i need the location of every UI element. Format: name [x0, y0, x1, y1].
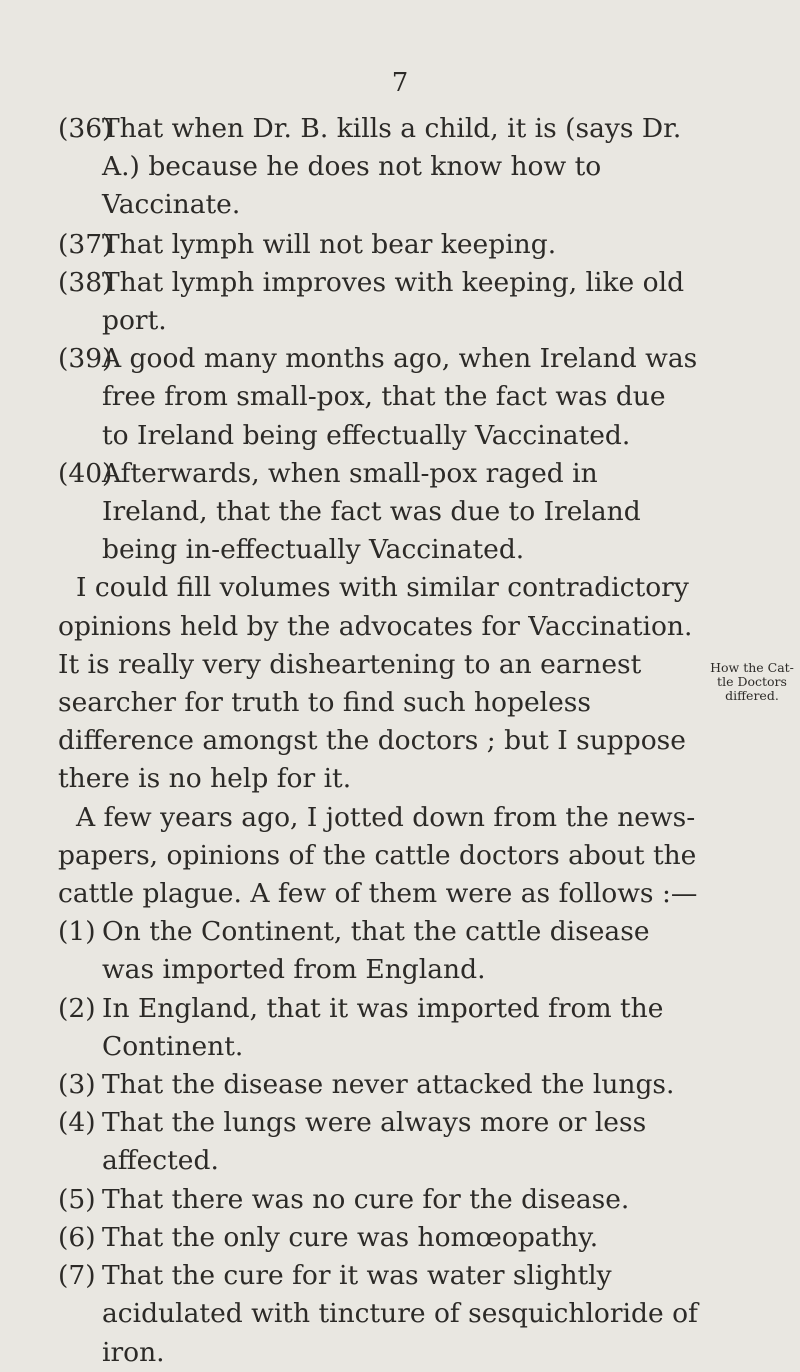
item-number: (36) — [58, 113, 113, 144]
item-text: That the only cure was homœopathy. — [102, 1221, 599, 1253]
item-text: That there was no cure for the disease. — [102, 1183, 630, 1215]
list-item — [58, 1219, 698, 1257]
margin-note — [704, 661, 800, 703]
item-number: (39) — [58, 343, 113, 375]
item-text: Afterwards, when small-pox raged in Ireland, that the fact was due to Ireland being in-effectually Vaccinated. — [102, 457, 641, 566]
item-text: That lymph improves with keeping, like old port. — [102, 266, 685, 337]
item-number: (38) — [58, 266, 113, 298]
paragraph: A few years ago, I jotted down from the news-papers, opinions of the cattle doctors about the cattle plague. A few of them were as follows :— — [58, 801, 698, 910]
item-text: A good many months ago, when Ireland was free from small-pox, that the fact was due to Ireland being effectually Vaccinated. — [102, 343, 698, 451]
item-text: In England, that it was imported from the Continent. — [102, 992, 664, 1062]
item-number: (3) — [58, 1069, 96, 1101]
list-item — [58, 264, 698, 340]
item-text: On the Continent, that the cattle disease was imported from England. — [102, 916, 650, 986]
item-number: (2) — [58, 992, 96, 1024]
margin-note-line: How the Cat- — [710, 660, 794, 675]
item-number: (5) — [58, 1183, 96, 1215]
list-item — [58, 1066, 698, 1104]
margin-note-line: tle Doctors — [717, 674, 787, 689]
list-item — [58, 340, 698, 455]
paragraph: I could fill volumes with similar contradictory opinions held by the advocates for Vaccination. It is really very disheartening to an earnest searcher for truth to find such hopeless difference amongst the doctors ; but I suppose there is no help for it. — [58, 572, 693, 795]
item-text: That the cure for it was water slightly acidulated with tincture of sesquichloride of iron. — [102, 1260, 698, 1368]
item-number: (37) — [58, 228, 113, 260]
list-item — [58, 1257, 698, 1372]
list-item — [58, 1104, 698, 1180]
list-item — [58, 455, 698, 570]
item-number: (40) — [58, 457, 113, 489]
item-text: That the disease never attacked the lungs. — [102, 1069, 675, 1101]
item-text: That lymph will not bear keeping. — [102, 228, 557, 260]
list-item — [58, 913, 698, 989]
item-text: That the lungs were always more or less affected. — [102, 1107, 647, 1177]
item-text: That when Dr. B. kills a child, it is (says Dr. A.) because he does not know how to Vaccinate. — [102, 113, 682, 221]
list-item — [58, 226, 698, 264]
body-text — [58, 110, 698, 1372]
list-item — [58, 110, 698, 225]
list-item — [58, 990, 698, 1066]
item-number: (7) — [58, 1260, 96, 1292]
item-number: (4) — [58, 1107, 96, 1139]
list-item — [58, 1181, 698, 1219]
item-number: (1) — [58, 916, 96, 948]
margin-note-line: differed. — [725, 688, 779, 703]
page-number: 7 — [391, 68, 409, 98]
item-number: (6) — [58, 1221, 96, 1253]
